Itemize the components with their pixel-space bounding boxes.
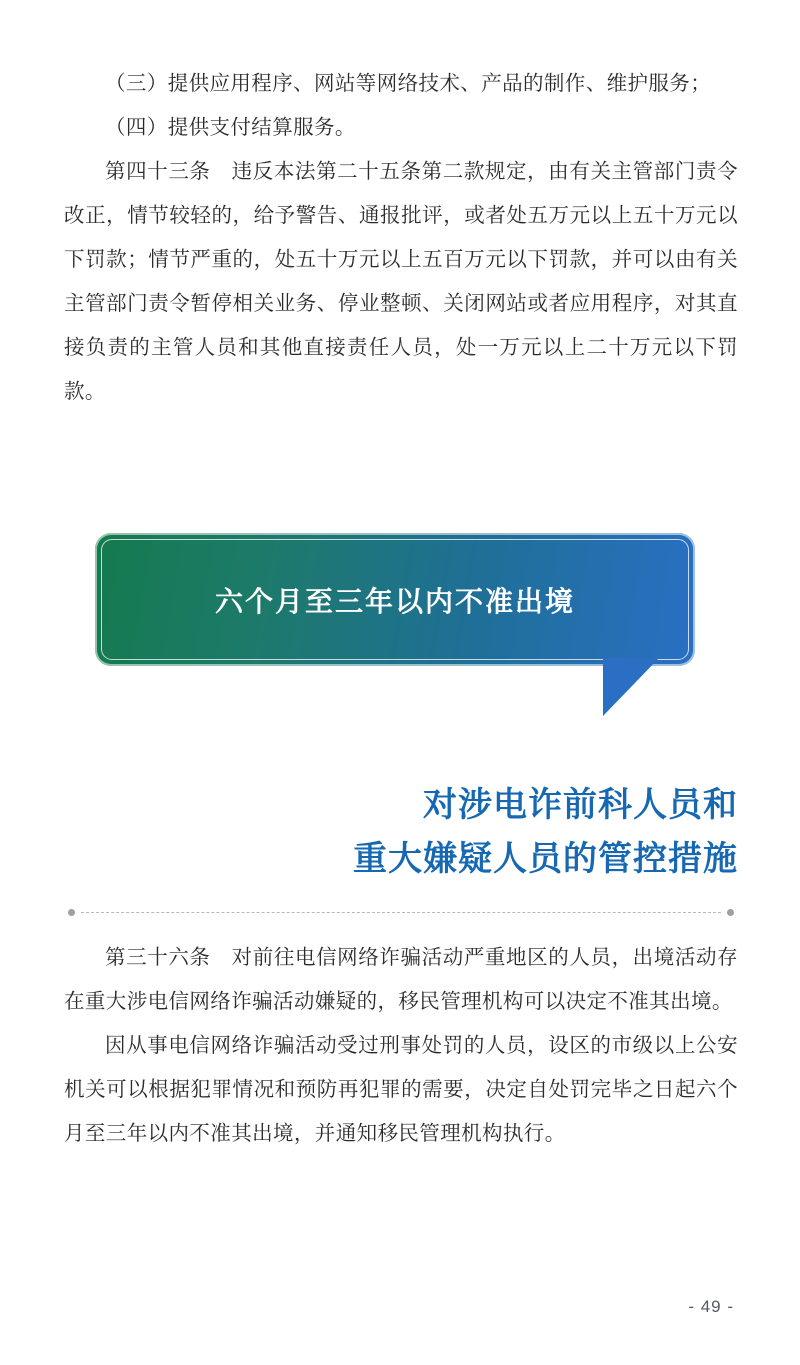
paragraph-article-43: 第四十三条 违反本法第二十五条第二款规定，由有关主管部门责令改正，情节较轻的，给予警告、通报批评，或者处五万元以上五十万元以下罚款；情节严重的，处五十万元以上五百万元以下罚款，并可以由有关主管部门责令暂停相关业务、停业整顿、关闭网站或者应用程序，对其直接负责的主管人员和其他直接责任人员，处一万元以上二十万元以下罚款。 — [64, 160, 738, 403]
callout-tail-icon — [603, 658, 659, 716]
callout-title: 六个月至三年以内不准出境 — [214, 585, 575, 617]
section-heading — [64, 778, 738, 886]
paragraph-article-36: 第三十六条 对前往电信网络诈骗活动严重地区的人员，出境活动存在重大涉电信网络诈骗活动嫌疑的，移民管理机构可以决定不准其出境。 — [64, 946, 738, 1013]
page-number: - 49 - — [688, 1297, 734, 1316]
divider-dot-right — [727, 909, 734, 916]
paragraph-item-3: （三）提供应用程序、网站等网络技术、产品的制作、维护服务； — [105, 72, 712, 95]
paragraph-item-4: （四）提供支付结算服务。 — [105, 116, 356, 139]
paragraph-article-36-second: 因从事电信网络诈骗活动受过刑事处罚的人员，设区的市级以上公安机关可以根据犯罪情况和预防再犯罪的需要，决定自处罚完毕之日起六个月至三年以内不准其出境，并通知移民管理机构执行。 — [64, 1034, 738, 1145]
divider-dot-left — [68, 909, 75, 916]
section-heading-line-1: 对涉电诈前科人员和 — [423, 786, 738, 824]
lower-text-block — [64, 936, 738, 1156]
divider — [68, 908, 734, 916]
callout-banner — [95, 533, 695, 708]
top-text-block — [64, 62, 738, 414]
callout-bubble — [95, 533, 695, 666]
divider-dash-line — [81, 912, 721, 913]
section-heading-line-2: 重大嫌疑人员的管控措施 — [353, 840, 738, 878]
